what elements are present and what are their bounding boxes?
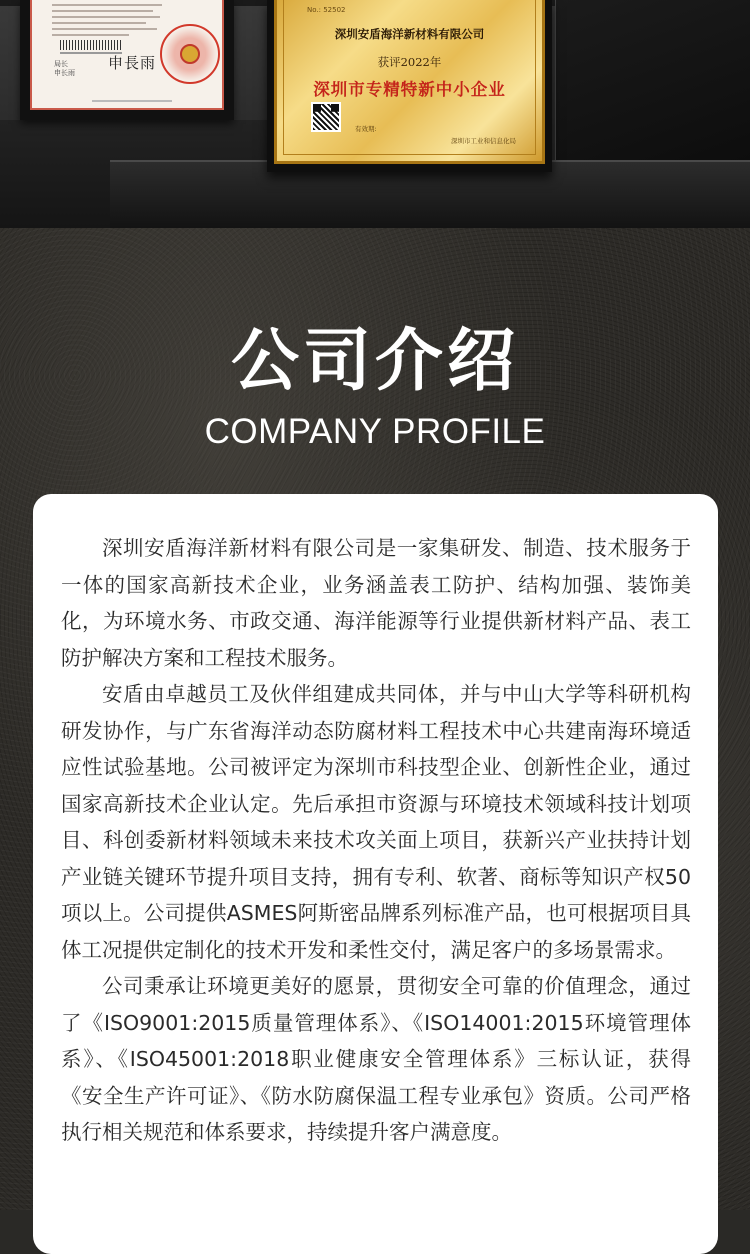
profile-paragraph: 安盾由卓越员工及伙伴组建成共同体，并与中山大学等科研机构研发协作，与广东省海洋动态防腐材料工程技术中心共建南海环境适应性试验基地。公司被评定为深圳市科技型企业、创新性企业，通过国家高新技术企业认定。先后承担市资源与环境技术领域科技计划项目、科创委新材料领域未来技术攻关面上项目，获新兴产业扶持计划产业链关键环节提升项目支持，拥有专利、软著、商标等知识产权50项以上。公司提供ASMES阿斯密品牌系列标准产品，也可根据项目具体工况提供定制化的技术开发和柔性交付，满足客户的多场景需求。: [61, 682, 691, 962]
certificate-issuer: 深圳市工业和信息化局: [451, 137, 516, 145]
patent-certificate-frame: [20, 0, 234, 120]
certificate-showcase: [0, 0, 750, 228]
honor-certificate-frame: [267, 0, 552, 172]
honor-certificate: [274, 0, 545, 164]
certificate-honor-title: 深圳市专精特新中小企业: [313, 80, 506, 99]
qr-code-icon: [311, 102, 341, 132]
display-panel: [555, 0, 750, 160]
certificate-year: 获评2022年: [377, 55, 442, 69]
director-signature: 申長雨: [108, 54, 157, 72]
certificate-text-lines: [52, 4, 162, 40]
certificate-serial: No.: 52502: [307, 6, 346, 14]
signature-label: 局长 申长雨: [54, 60, 75, 77]
certificate-footer-line: [92, 100, 172, 102]
certificate-validity: 有效期:: [355, 125, 377, 133]
page-title: 公司介绍: [230, 322, 519, 401]
patent-certificate: [30, 0, 224, 110]
profile-paragraph: 公司秉承让环境更美好的愿景，贯彻安全可靠的价值理念，通过了《ISO9001:2015质量管理体系》、《ISO14001:2015环境管理体系》、《ISO45001:2018职业健康安全管理体系》三标认证，获得《安全生产许可证》、《防水防腐保温工程专业承包》资质。公司严格执行相关规范和体系要求，持续提升客户满意度。: [61, 974, 691, 1144]
profile-paragraph: 深圳安盾海洋新材料有限公司是一家集研发、制造、技术服务于一体的国家高新技术企业，业务涵盖表工防护、结构加强、装饰美化，为环境水务、市政交通、海洋能源等行业提供新材料产品、表工防护解决方案和工程技术服务。: [61, 536, 691, 670]
page-subtitle: COMPANY PROFILE: [204, 412, 546, 451]
barcode-icon: [60, 40, 122, 50]
profile-text: [61, 530, 691, 1151]
certificate-company-name: 深圳安盾海洋新材料有限公司: [334, 27, 485, 41]
national-emblem-icon: [180, 44, 200, 64]
